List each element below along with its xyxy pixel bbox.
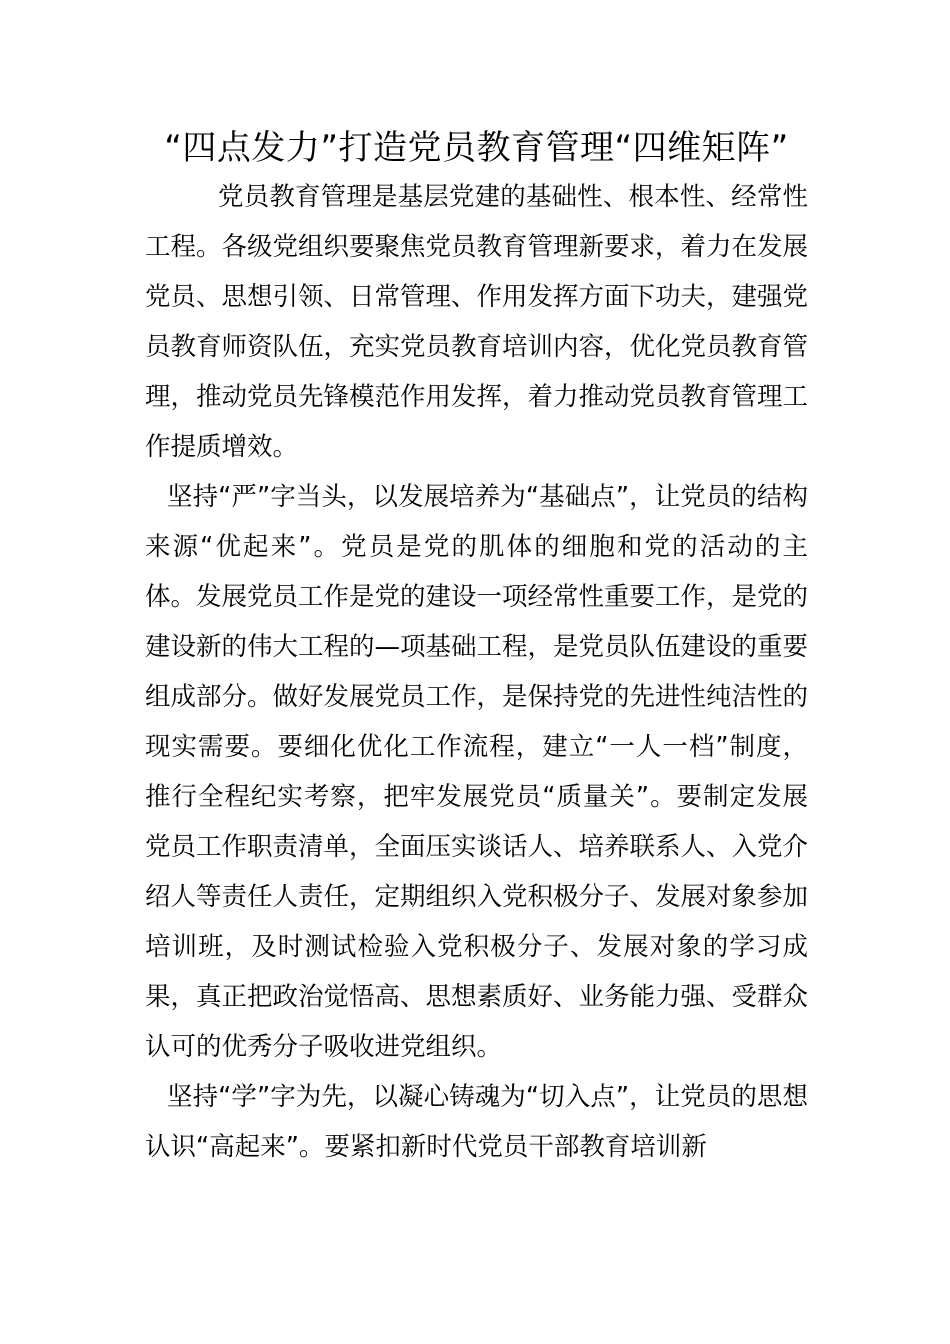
paragraph-intro: 党员教育管理是基层党建的基础性、根本性、经常性工程。各级党组织要聚焦党员教育管理新要求，着力在发展党员、思想引领、日常管理、作用发挥方面下功夫，建强党员教育师资队伍，充实党员教育培训内容，优化党员教育管理，推动党员先锋模范作用发挥，着力推动党员教育管理工作提质增效。 (145, 182, 809, 462)
paragraph-section-2: 坚持“学”字为先，以凝心铸魂为“切入点”，让党员的思想认识“高起来”。要紧扣新时代党员干部教育培训新 (145, 1082, 808, 1162)
document-title: “四点发力”打造党员教育管理“四维矩阵” (164, 128, 789, 168)
paragraph-section-1: 坚持“严”字当头，以发展培养为“基础点”，让党员的结构来源“优起来”。党员是党的肌体的细胞和党的活动的主体。发展党员工作是党的建设一项经常性重要工作，是党的建设新的伟大工程的—项基础工程，是党员队伍建设的重要组成部分。做好发展党员工作，是保持党的先进性纯洁性的现实需要。要细化优化工作流程，建立“一人一档”制度，推行全程纪实考察，把牢发展党员“质量关”。要制定发展党员工作职责清单，全面压实谈话人、培养联系人、入党介绍人等责任人责任，定期组织入党积极分子、发展对象参加培训班，及时测试检验入党积极分子、发展对象的学习成果，真正把政治觉悟高、思想素质好、业务能力强、受群众认可的优秀分子吸收进党组织。 (145, 482, 809, 1062)
document-body (145, 124, 808, 1172)
